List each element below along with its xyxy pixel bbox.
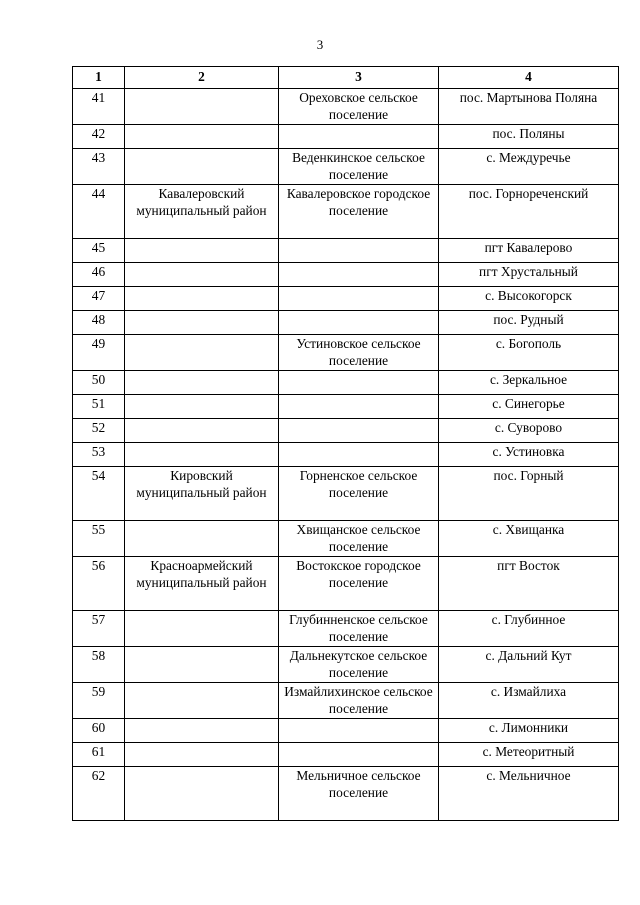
row-number: 45 [73,239,125,263]
settlement-cell [279,443,439,467]
locality-cell: с. Мельничное [439,767,619,821]
row-number: 54 [73,467,125,521]
district-cell [125,521,279,557]
row-number: 53 [73,443,125,467]
district-cell [125,371,279,395]
table-row [73,647,619,683]
row-number: 42 [73,125,125,149]
district-cell [125,89,279,125]
row-number: 59 [73,683,125,719]
page-number: 3 [316,37,324,52]
row-number: 50 [73,371,125,395]
table-row [73,719,619,743]
locality-cell: с. Лимонники [439,719,619,743]
column-header: 2 [125,67,279,89]
row-number: 41 [73,89,125,125]
district-cell [125,683,279,719]
table-row [73,239,619,263]
table-row [73,125,619,149]
table-row [73,185,619,239]
locality-cell: с. Богополь [439,335,619,371]
locality-cell: с. Дальний Кут [439,647,619,683]
locality-cell: пос. Горный [439,467,619,521]
district-cell [125,743,279,767]
table-header-row [73,67,619,89]
locality-cell: пос. Рудный [439,311,619,335]
row-number: 48 [73,311,125,335]
settlement-cell: Устиновское сельское поселение [279,335,439,371]
locality-cell: с. Междуречье [439,149,619,185]
table-row [73,467,619,521]
table-row [73,287,619,311]
locality-cell: с. Хвищанка [439,521,619,557]
settlement-cell: Кавалеровское городское поселение [279,185,439,239]
row-number: 43 [73,149,125,185]
district-cell [125,647,279,683]
district-cell [125,443,279,467]
district-cell [125,395,279,419]
district-cell [125,767,279,821]
table-row [73,419,619,443]
locality-cell: пос. Мартынова Поляна [439,89,619,125]
row-number: 46 [73,263,125,287]
column-header: 3 [279,67,439,89]
table-row [73,557,619,611]
settlement-cell [279,743,439,767]
settlement-cell: Измайлихинское сельское поселение [279,683,439,719]
locality-cell: с. Измайлиха [439,683,619,719]
settlement-cell: Горненское сельское поселение [279,467,439,521]
row-number: 51 [73,395,125,419]
district-cell: Красноармейский муниципальный район [125,557,279,611]
table-row [73,149,619,185]
row-number: 47 [73,287,125,311]
table-row [73,89,619,125]
district-cell [125,335,279,371]
locality-cell: с. Зеркальное [439,371,619,395]
district-cell: Кировский муниципальный район [125,467,279,521]
row-number: 52 [73,419,125,443]
settlement-cell [279,719,439,743]
district-cell [125,239,279,263]
settlement-cell: Веденкинское сельское поселение [279,149,439,185]
table-row [73,263,619,287]
row-number: 60 [73,719,125,743]
district-cell [125,287,279,311]
settlement-cell [279,239,439,263]
row-number: 58 [73,647,125,683]
row-number: 61 [73,743,125,767]
district-cell [125,419,279,443]
row-number: 56 [73,557,125,611]
settlement-cell [279,371,439,395]
locality-cell: пос. Горнореченский [439,185,619,239]
district-cell [125,611,279,647]
column-header: 1 [73,67,125,89]
district-cell [125,311,279,335]
row-number: 49 [73,335,125,371]
district-cell [125,125,279,149]
locality-cell: пгт Хрустальный [439,263,619,287]
row-number: 57 [73,611,125,647]
district-cell: Кавалеровский муниципальный район [125,185,279,239]
locality-cell: с. Синегорье [439,395,619,419]
district-cell [125,719,279,743]
locality-cell: с. Устиновка [439,443,619,467]
table-row [73,521,619,557]
district-cell [125,149,279,185]
settlement-cell [279,311,439,335]
table-row [73,311,619,335]
row-number: 55 [73,521,125,557]
row-number: 44 [73,185,125,239]
table-row [73,371,619,395]
locality-cell: с. Высокогорск [439,287,619,311]
settlement-cell [279,125,439,149]
settlement-cell [279,419,439,443]
row-number: 62 [73,767,125,821]
locality-cell: пос. Поляны [439,125,619,149]
settlement-cell [279,263,439,287]
table-row [73,743,619,767]
locality-cell: с. Глубинное [439,611,619,647]
settlement-cell: Ореховское сельское поселение [279,89,439,125]
settlement-cell: Востокское городское поселение [279,557,439,611]
locality-cell: пгт Восток [439,557,619,611]
column-header: 4 [439,67,619,89]
settlement-cell: Мельничное сельское поселение [279,767,439,821]
table-row [73,443,619,467]
settlements-table [72,66,619,821]
settlement-cell: Дальнекутское сельское поселение [279,647,439,683]
table-row [73,611,619,647]
table-row [73,683,619,719]
table-row [73,395,619,419]
settlement-cell [279,287,439,311]
locality-cell: с. Метеоритный [439,743,619,767]
table-row [73,335,619,371]
settlement-cell: Хвищанское сельское поселение [279,521,439,557]
settlement-cell [279,395,439,419]
settlement-cell: Глубинненское сельское поселение [279,611,439,647]
district-cell [125,263,279,287]
locality-cell: с. Суворово [439,419,619,443]
table-row [73,767,619,821]
locality-cell: пгт Кавалерово [439,239,619,263]
